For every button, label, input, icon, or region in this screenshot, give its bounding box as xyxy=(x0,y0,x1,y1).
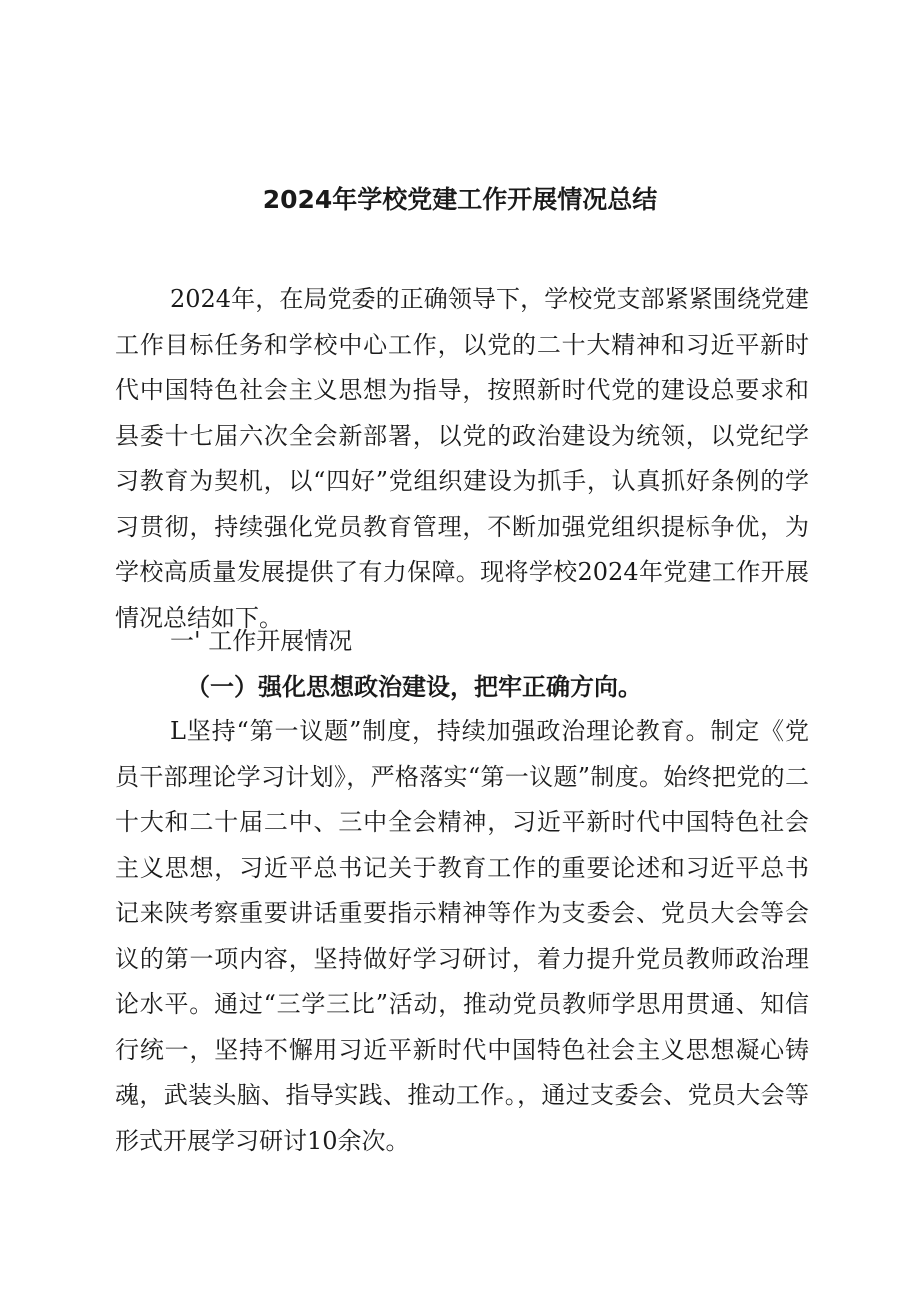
subsection-heading: （一）强化思想政治建设，把牢正确方向。 xyxy=(186,672,642,701)
item-paragraph: L坚持“第一议题”制度，持续加强政治理论教育。制定《党员干部理论学习计划》，严格落实“第一议题”制度。始终把党的二十大和二十届二中、三中全会精神，习近平新时代中国特色社会主义思想，习近平总书记关于教育工作的重要论述和习近平总书记来陕考察重要讲话重要指示精神等作为支委会、党员大会等会议的第一项内容，坚持做好学习研讨，着力提升党员教师政治理论水平。通过“三学三比”活动，推动党员教师学思用贯通、知信行统一，坚持不懈用习近平新时代中国特色社会主义思想凝心铸魂，武装头脑、指导实践、推动工作。，通过支委会、党员大会等形式开展学习研讨10余次。 xyxy=(115,717,809,1155)
section-heading: 一' 工作开展情况 xyxy=(170,627,353,655)
document-title: 2024年学校党建工作开展情况总结 xyxy=(262,185,658,214)
intro-paragraph: 2024年，在局党委的正确领导下，学校党支部紧紧围绕党建工作目标任务和学校中心工作，以党的二十大精神和习近平新时代中国特色社会主义思想为指导，按照新时代党的建设总要求和县委十七届六次全会新部署，以党的政治建设为统领，以党纪学习教育为契机，以“四好”党组织建设为抓手，认真抓好条例的学习贯彻，持续强化党员教育管理，不断加强党组织提标争优，为学校高质量发展提供了有力保障。现将学校2024年党建工作开展情况总结如下。 xyxy=(115,285,809,632)
